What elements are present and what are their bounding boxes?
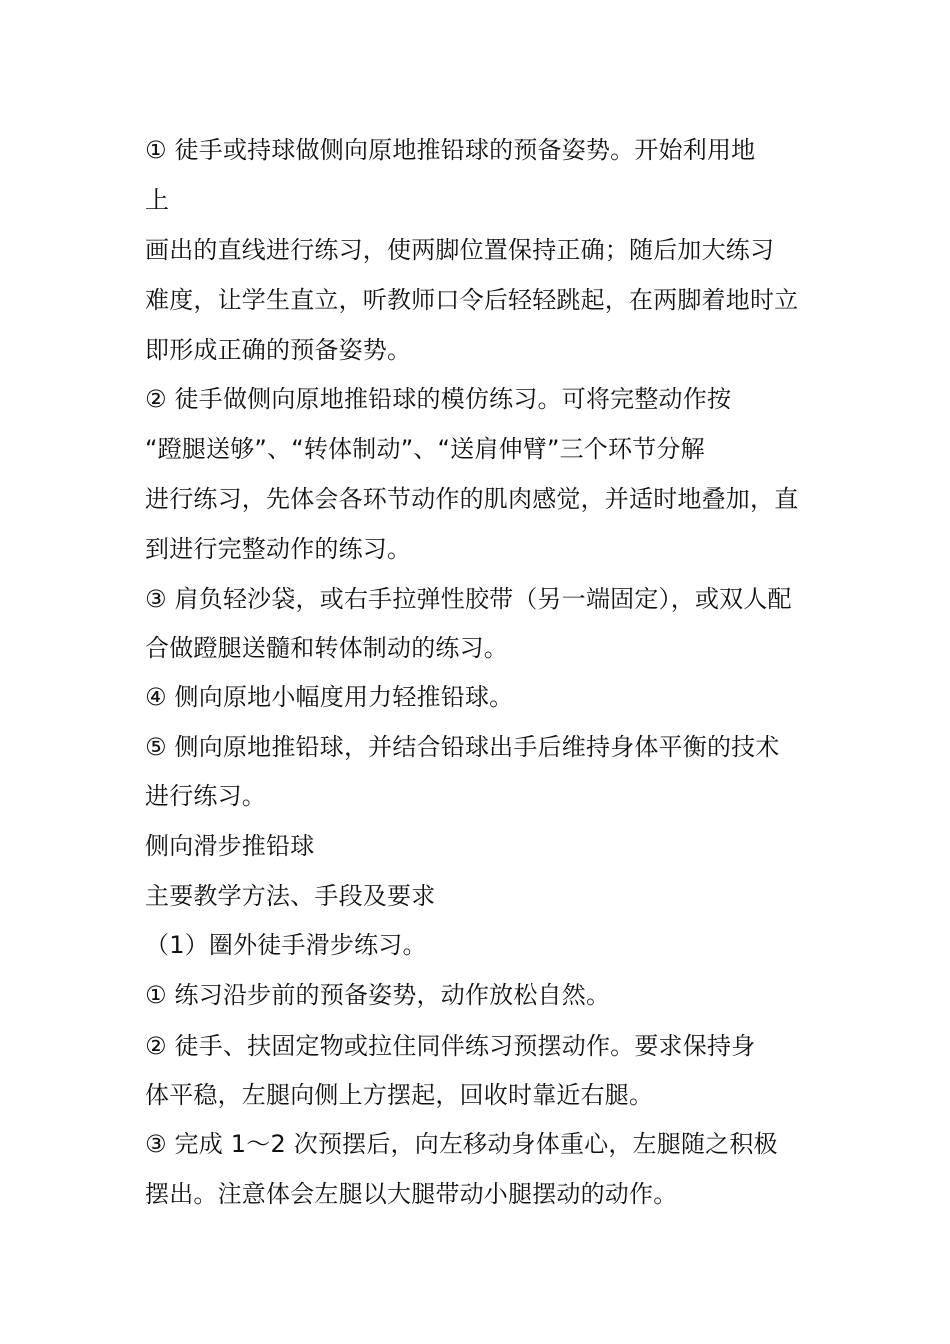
text-line: 摆出。注意体会左腿以大腿带动小腿摆动的动作。 <box>145 1180 678 1208</box>
text-line: ⑤ 侧向原地推铅球，并结合铅球出手后维持身体平衡的技术 <box>145 733 780 761</box>
text-line: 难度，让学生直立，听教师口令后轻轻跳起，在两脚着地时立 <box>145 286 799 314</box>
text-line: 进行练习。 <box>145 782 266 810</box>
text-line: 进行练习，先体会各环节动作的肌肉感觉，并适时地叠加，直 <box>145 485 799 513</box>
text-line: （1）圈外徒手滑步练习。 <box>145 931 427 959</box>
text-line: ③ 肩负轻沙袋，或右手拉弹性胶带（另一端固定），或双人配 <box>145 585 792 613</box>
text-line: 画出的直线进行练习，使两脚位置保持正确；随后加大练习 <box>145 236 775 264</box>
text-line: 到进行完整动作的练习。 <box>145 535 412 563</box>
text-line: ③ 完成 1～2 次预摆后，向左移动身体重心，左腿随之积极 <box>145 1130 778 1158</box>
text-line: ① 徒手或持球做侧向原地推铅球的预备姿势。开始利用地 <box>145 136 756 164</box>
text-line: 体平稳，左腿向侧上方摆起，回收时靠近右腿。 <box>145 1081 654 1109</box>
text-line: 主要教学方法、手段及要求 <box>145 882 436 910</box>
text-line: “蹬腿送够”、“转体制动”、“送肩伸臂”三个环节分解 <box>145 435 705 463</box>
text-line: ② 徒手做侧向原地推铅球的模仿练习。可将完整动作按 <box>145 385 732 413</box>
text-line: ④ 侧向原地小幅度用力轻推铅球。 <box>145 683 514 711</box>
text-line: 上 <box>145 186 170 214</box>
text-line: ① 练习沿步前的预备姿势，动作放松自然。 <box>145 981 611 1009</box>
text-line: ② 徒手、扶固定物或拉住同伴练习预摆动作。要求保持身 <box>145 1032 756 1060</box>
text-line: 即形成正确的预备姿势。 <box>145 336 412 364</box>
text-line: 合做蹬腿送髓和转体制动的练习。 <box>145 634 508 662</box>
text-line: 侧向滑步推铅球 <box>145 832 315 860</box>
